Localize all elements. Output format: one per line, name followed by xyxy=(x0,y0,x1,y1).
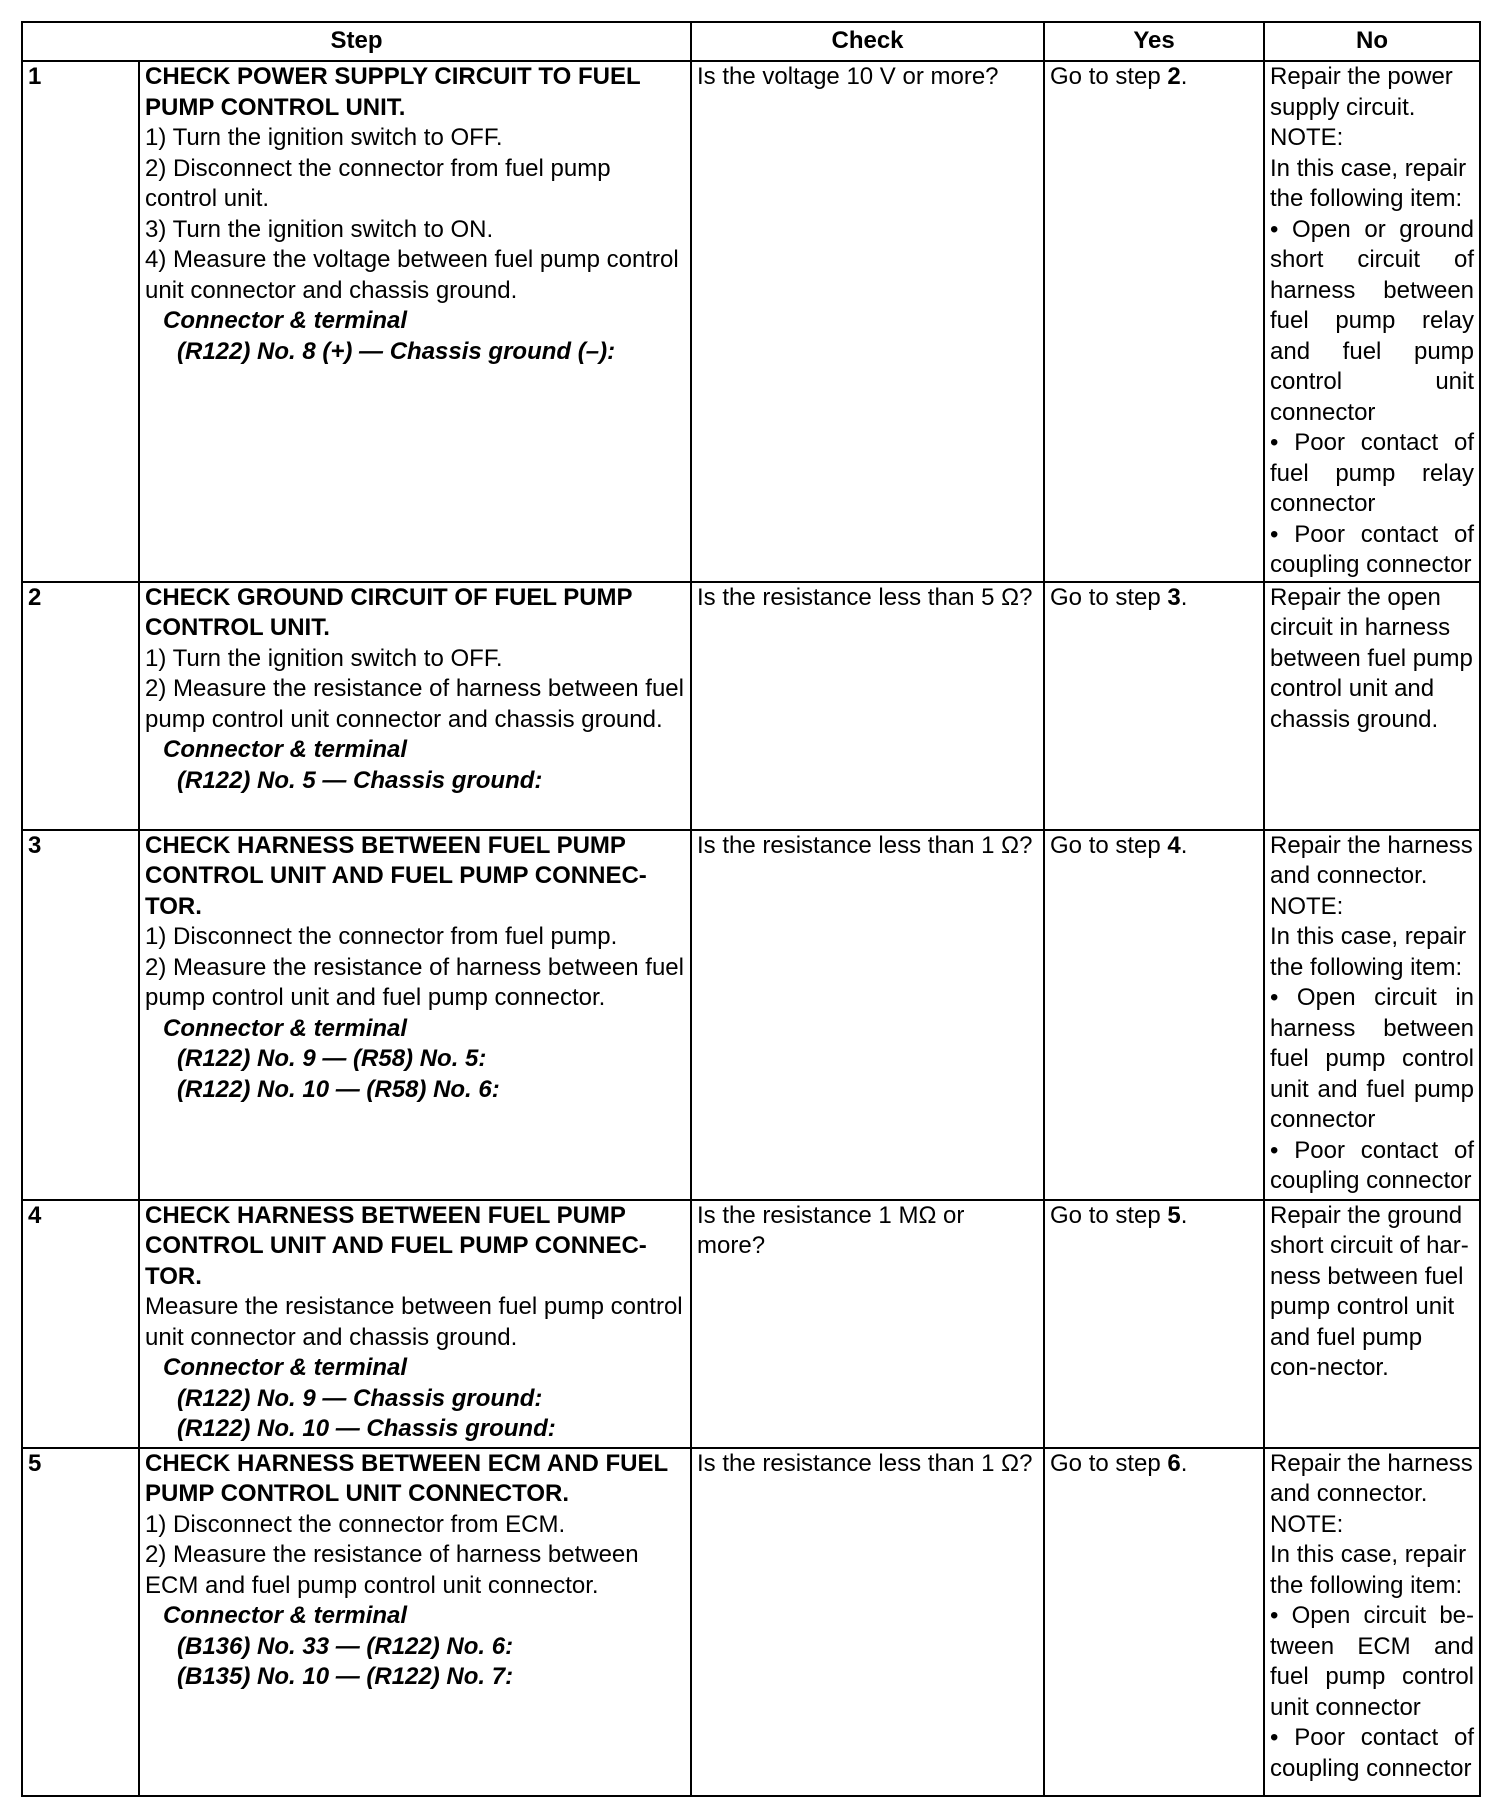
step-instruction: Measure the resistance between fuel pump control unit connector and chassis ground. xyxy=(145,1293,683,1351)
yes-action xyxy=(1044,61,1264,582)
no-repair-text: Repair the ground short circuit of har-ness between fuel pump control unit and fuel pump con-nector. xyxy=(1270,1201,1469,1381)
terminal-spec: (R122) No. 5 — Chassis ground: xyxy=(177,766,543,794)
step-instruction: 2) Measure the resistance of harness between fuel pump control unit and fuel pump connector. xyxy=(145,953,684,1011)
step-number: 3 xyxy=(22,830,139,1200)
table-row xyxy=(22,61,1480,582)
table-row xyxy=(22,1448,1480,1796)
no-action xyxy=(1264,582,1480,830)
yes-suffix: . xyxy=(1180,583,1188,611)
yes-step-number: 5 xyxy=(1167,1201,1181,1229)
header-row xyxy=(22,22,1480,61)
yes-prefix: Go to step xyxy=(1050,1449,1168,1477)
yes-step-number: 6 xyxy=(1167,1449,1181,1477)
repair-item: • Open circuit in harness between fuel pump control unit and fuel pump connector xyxy=(1270,984,1475,1133)
no-repair-text: Repair the open circuit in harness between fuel pump control unit and chassis ground. xyxy=(1270,583,1473,733)
diagnostic-table-sheet xyxy=(21,21,1479,1797)
yes-action xyxy=(1044,1200,1264,1448)
yes-suffix: . xyxy=(1180,831,1188,859)
connector-terminal-label: Connector & terminal xyxy=(163,307,408,334)
step-instruction: 1) Turn the ignition switch to OFF. xyxy=(145,124,503,151)
repair-item: • Open or ground short circuit of harness between fuel pump relay and fuel pump control unit connector xyxy=(1270,215,1475,426)
yes-suffix: . xyxy=(1180,63,1188,90)
note-label: NOTE: xyxy=(1270,1510,1344,1538)
step-number: 1 xyxy=(22,61,139,582)
repair-item: • Poor contact of fuel pump relay connector xyxy=(1270,429,1475,517)
repair-item: • Poor contact of coupling connector xyxy=(1270,1136,1475,1194)
step-title: CHECK HARNESS BETWEEN ECM AND FUEL PUMP CONTROL UNIT CONNECTOR. xyxy=(145,1449,668,1507)
no-repair-text: Repair the harness and connector. xyxy=(1270,831,1473,889)
no-header: No xyxy=(1264,22,1480,61)
yes-step-number: 4 xyxy=(1167,831,1181,859)
repair-item: • Open circuit be-tween ECM and fuel pump control unit connector xyxy=(1270,1602,1475,1721)
check-question: Is the resistance less than 5 Ω? xyxy=(691,582,1044,830)
step-instruction: 2) Measure the resistance of harness between fuel pump control unit connector and chassis ground. xyxy=(145,675,684,733)
step-number: 5 xyxy=(22,1448,139,1796)
check-question: Is the voltage 10 V or more? xyxy=(691,61,1044,582)
step-title: CHECK HARNESS BETWEEN FUEL PUMP CONTROL UNIT AND FUEL PUMP CONNEC-TOR. xyxy=(145,1201,647,1290)
check-question: Is the resistance less than 1 Ω? xyxy=(691,1448,1044,1796)
step-procedure xyxy=(139,61,691,582)
check-question: Is the resistance less than 1 Ω? xyxy=(691,830,1044,1200)
repair-item: • Poor contact of coupling connector xyxy=(1270,520,1475,578)
step-number: 4 xyxy=(22,1200,139,1448)
yes-prefix: Go to step xyxy=(1050,583,1168,611)
step-instruction: 2) Disconnect the connector from fuel pump control unit. xyxy=(145,154,611,212)
connector-terminal-label: Connector & terminal xyxy=(163,1014,408,1042)
terminal-spec: (R122) No. 9 — (R58) No. 5: xyxy=(177,1045,487,1072)
step-instruction: 1) Turn the ignition switch to OFF. xyxy=(145,644,503,672)
note-label: NOTE: xyxy=(1270,892,1344,920)
terminal-spec: (R122) No. 10 — Chassis ground: xyxy=(177,1415,556,1442)
yes-header: Yes xyxy=(1044,22,1264,61)
step-instruction: 1) Disconnect the connector from ECM. xyxy=(145,1510,566,1538)
step-instruction: 3) Turn the ignition switch to ON. xyxy=(145,215,494,243)
terminal-spec: (R122) No. 10 — (R58) No. 6: xyxy=(177,1075,500,1103)
step-procedure xyxy=(139,582,691,830)
note-text: In this case, repair the following item: xyxy=(1270,923,1467,981)
check-question: Is the resistance 1 MΩ or more? xyxy=(691,1200,1044,1448)
terminal-spec: (R122) No. 9 — Chassis ground: xyxy=(177,1384,543,1412)
note-text: In this case, repair the following item: xyxy=(1270,1541,1467,1599)
yes-action xyxy=(1044,582,1264,830)
no-action xyxy=(1264,1200,1480,1448)
no-repair-text: Repair the power supply circuit. xyxy=(1270,63,1453,121)
step-procedure xyxy=(139,1200,691,1448)
diagnostic-table xyxy=(21,21,1481,1797)
table-row xyxy=(22,582,1480,830)
yes-step-number: 3 xyxy=(1167,583,1181,611)
terminal-spec: (B136) No. 33 — (R122) No. 6: xyxy=(177,1632,514,1660)
note-label: NOTE: xyxy=(1270,124,1344,151)
terminal-spec: (B135) No. 10 — (R122) No. 7: xyxy=(177,1663,514,1690)
no-action xyxy=(1264,61,1480,582)
step-instruction: 2) Measure the resistance of harness between ECM and fuel pump control unit connector. xyxy=(145,1541,639,1599)
yes-step-number: 2 xyxy=(1167,63,1181,90)
yes-action xyxy=(1044,1448,1264,1796)
yes-action xyxy=(1044,830,1264,1200)
no-action xyxy=(1264,830,1480,1200)
step-instruction: 1) Disconnect the connector from fuel pump. xyxy=(145,923,618,950)
yes-suffix: . xyxy=(1180,1201,1188,1229)
connector-terminal-label: Connector & terminal xyxy=(163,1602,408,1629)
yes-prefix: Go to step xyxy=(1050,1201,1168,1229)
check-header: Check xyxy=(691,22,1044,61)
repair-item: • Poor contact of coupling connector xyxy=(1270,1724,1475,1782)
step-title: CHECK HARNESS BETWEEN FUEL PUMP CONTROL UNIT AND FUEL PUMP CONNEC-TOR. xyxy=(145,831,647,920)
step-procedure xyxy=(139,830,691,1200)
terminal-spec: (R122) No. 8 (+) — Chassis ground (–): xyxy=(177,337,616,365)
table-row xyxy=(22,830,1480,1200)
step-title: CHECK POWER SUPPLY CIRCUIT TO FUEL PUMP CONTROL UNIT. xyxy=(145,63,641,121)
no-repair-text: Repair the harness and connector. xyxy=(1270,1449,1473,1507)
step-title: CHECK GROUND CIRCUIT OF FUEL PUMP CONTROL UNIT. xyxy=(145,583,633,641)
note-text: In this case, repair the following item: xyxy=(1270,154,1467,212)
connector-terminal-label: Connector & terminal xyxy=(163,1354,408,1381)
yes-prefix: Go to step xyxy=(1050,63,1168,90)
yes-prefix: Go to step xyxy=(1050,831,1168,859)
step-instruction: 4) Measure the voltage between fuel pump control unit connector and chassis ground. xyxy=(145,246,679,304)
table-row xyxy=(22,1200,1480,1448)
step-number: 2 xyxy=(22,582,139,830)
no-action xyxy=(1264,1448,1480,1796)
yes-suffix: . xyxy=(1180,1449,1188,1477)
step-procedure xyxy=(139,1448,691,1796)
connector-terminal-label: Connector & terminal xyxy=(163,736,408,763)
step-header: Step xyxy=(22,22,691,61)
